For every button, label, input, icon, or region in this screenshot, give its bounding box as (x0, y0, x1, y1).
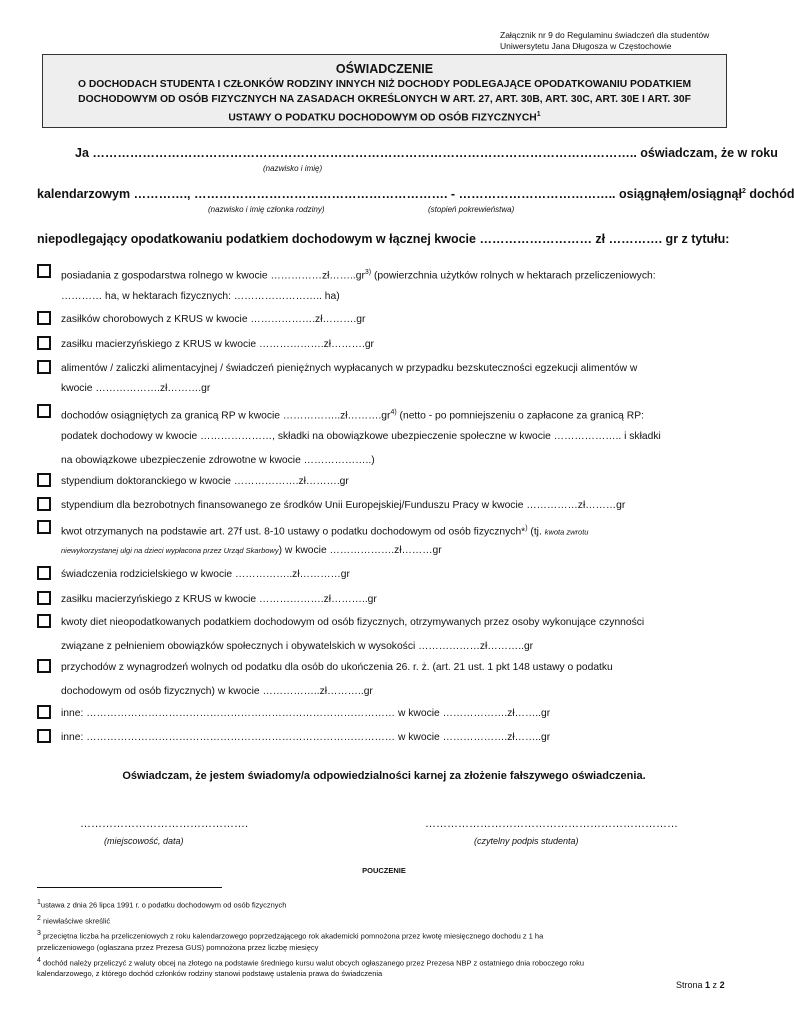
signature-field[interactable]: …………………………………………………………… (425, 818, 678, 830)
attachment-note-line1: Załącznik nr 9 do Regulaminu świadczeń dla studentów (500, 30, 710, 40)
checkbox[interactable] (37, 473, 51, 487)
checkbox[interactable] (37, 404, 51, 418)
footnote-3: $^3$ przeciętna liczba ha przeliczeniowych z roku kalendarzowego poprzedzającego rok akademicki pomnożona przez kwotę miesięcznego dochodu z 1 ha przeliczeniowego (ogłaszana przez Prezesa GUS) pomnożona przez liczbę miesięcy (37, 930, 544, 952)
declaration-row2: kalendarzowym …………., ……………………………………………………. - ……………………………….. osiągnąłem/osiągnął$^2$ dochód (37, 187, 794, 201)
checkbox[interactable] (37, 336, 51, 350)
checkbox[interactable] (37, 729, 51, 743)
title-line3: USTAWY O PODATKU DOCHODOWYM OD OSÓB FIZYCZNYCH$^1$ (228, 111, 541, 124)
checkbox[interactable] (37, 311, 51, 325)
place-date-hint: (miejscowość, data) (104, 836, 184, 846)
checkbox[interactable] (37, 360, 51, 374)
relationship-hint: (stopień pokrewieństwa) (428, 205, 515, 214)
page-title: OŚWIADCZENIE (335, 62, 434, 76)
family-member-hint: (nazwisko i imię członka rodziny) (208, 205, 325, 214)
footnotes (37, 897, 737, 979)
page-number: Strona 1 z 2 (676, 980, 725, 990)
attachment-note-line2: Uniwersytetu Jana Długosza w Częstochowie (500, 41, 672, 51)
footnote-divider (37, 887, 222, 888)
title-box (42, 54, 727, 128)
checkbox[interactable] (37, 520, 51, 534)
footnote-1: $^1$ustawa z dnia 26 lipca 1991 r. o podatku dochodowym od osób fizycznych (37, 899, 287, 910)
footnote-4: $^4$ dochód należy przeliczyć z waluty obcej na złotego na podstawie średniego kursu walut obcych ogłaszanego przez Prezesa NBP z ostatniego dnia roboczego roku kalendarzowego, z którego dochód członków rodziny stanowi podstawę ustalenia prawa do świadczenia (37, 956, 585, 978)
checkbox[interactable] (37, 264, 51, 278)
checkbox[interactable] (37, 566, 51, 580)
declaration-row3: niepodlegający opodatkowaniu podatkiem dochodowym w łącznej kwocie ……………………… zł …………. gr z tytułu: (37, 232, 730, 246)
declaration-row1: Ja ………………………………………………………………………………………………………………….. oświadczam, że w roku (75, 146, 778, 160)
liability-statement: Oświadczam, że jestem świadomy/a odpowiedzialności karnej za złożenie fałszywego oświadczenia. (122, 770, 646, 782)
checkbox[interactable] (37, 591, 51, 605)
signature-hint: (czytelny podpis studenta) (474, 836, 579, 846)
name-hint: (nazwisko i imię) (263, 164, 323, 173)
checkbox[interactable] (37, 614, 51, 628)
checkbox[interactable] (37, 705, 51, 719)
title-line1: O DOCHODACH STUDENTA I CZŁONKÓW RODZINY INNYCH NIŻ DOCHODY PODLEGAJĄCE OPODATKOWANIU PODATKIEM (77, 79, 692, 90)
instructions-heading: POUCZENIE (362, 866, 406, 875)
checkbox[interactable] (37, 497, 51, 511)
checkbox[interactable] (37, 659, 51, 673)
attachment-note (500, 30, 709, 52)
place-date-field[interactable]: ………………………………………. (80, 818, 249, 830)
footnote-2: $^2$ niewłaściwe skreślić (37, 914, 111, 925)
title-line2: DOCHODOWYM OD OSÓB FIZYCZNYCH NA ZASADACH OKREŚLONYCH W ART. 27, ART. 30B, ART. 30C, ART. 30E I ART. 30F (78, 94, 691, 105)
